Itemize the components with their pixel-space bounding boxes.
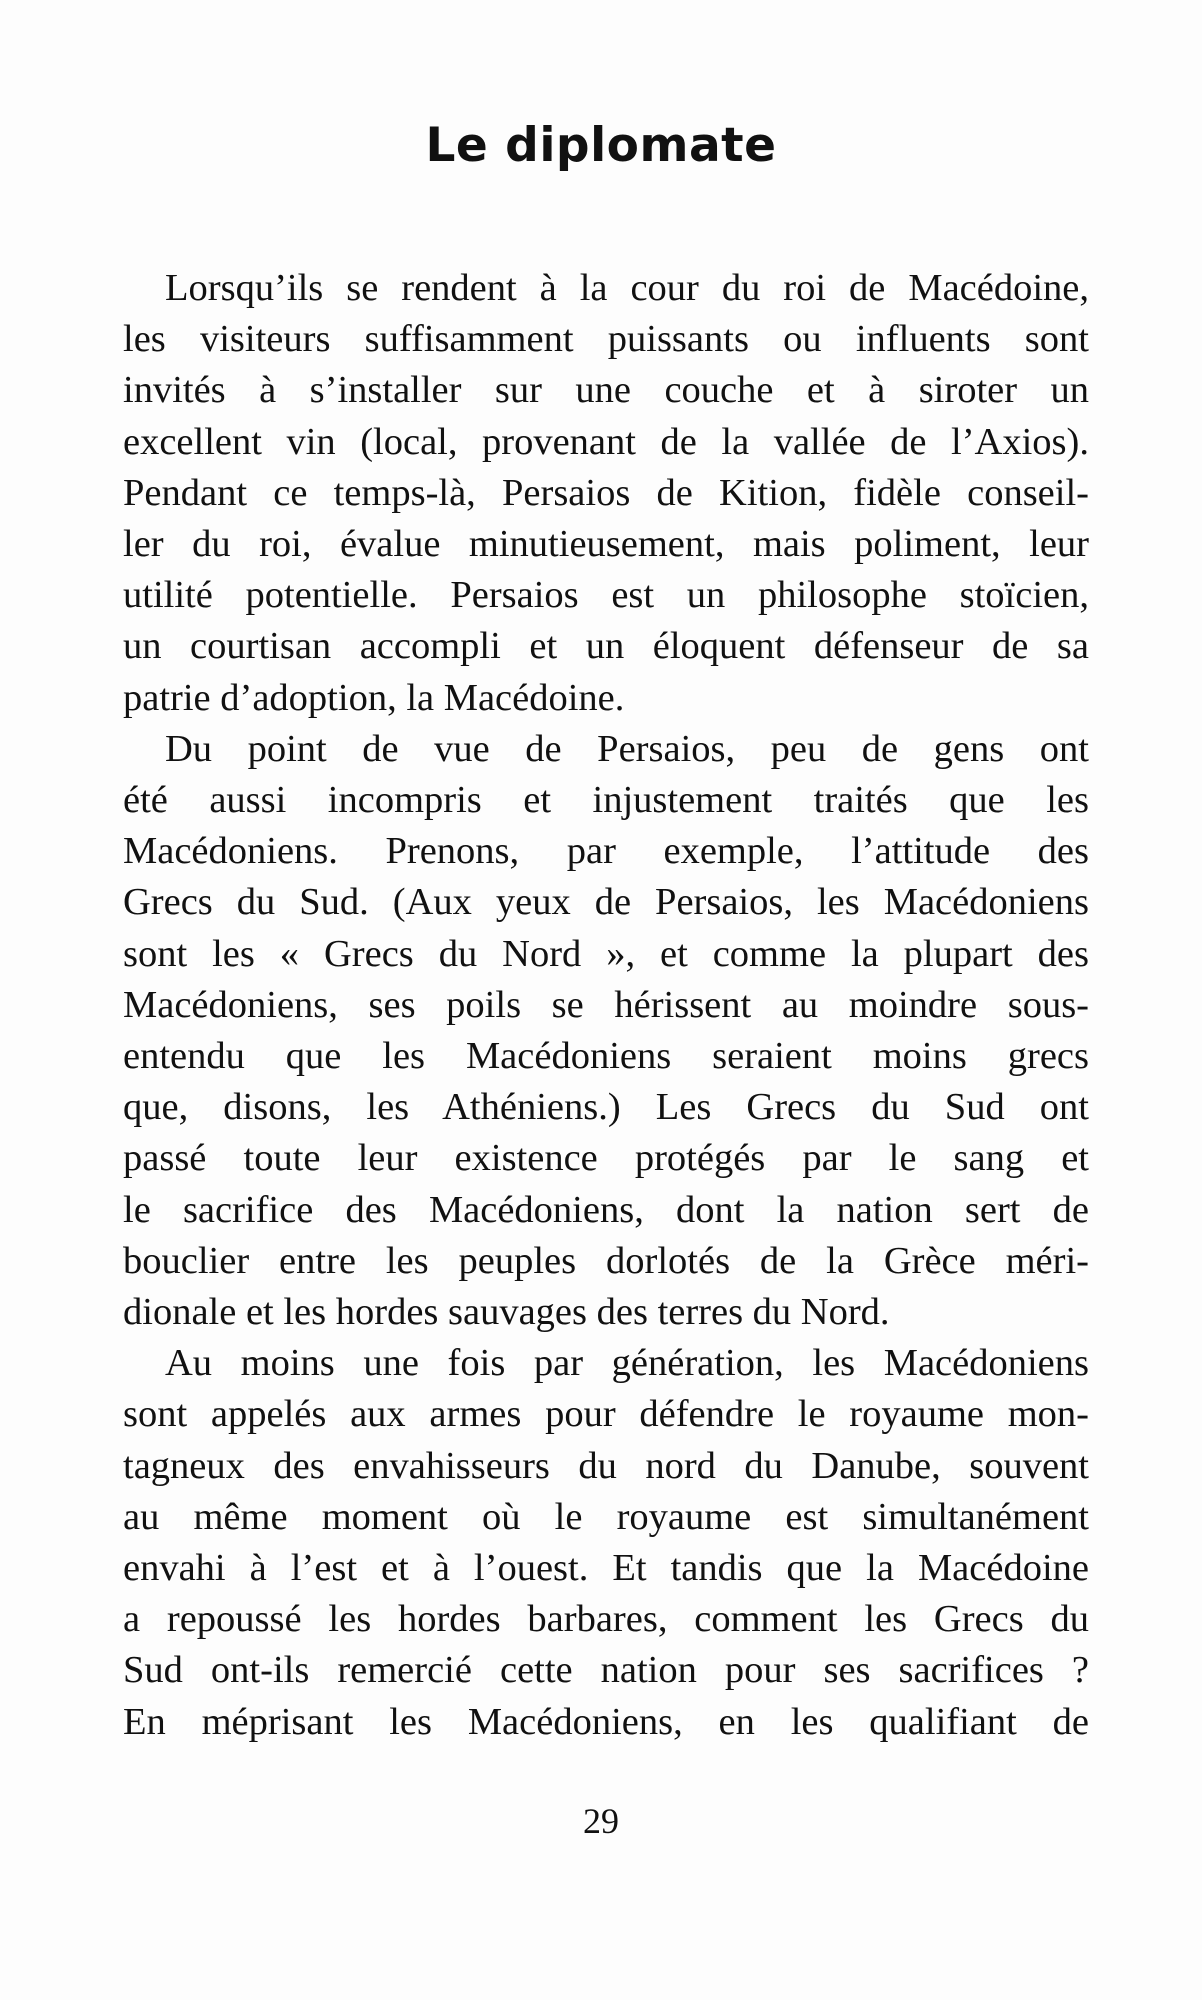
text-line: invités à s’installer sur une couche et à siroter un bbox=[123, 369, 1089, 412]
text-line: a repoussé les hordes barbares, comment les Grecs du bbox=[123, 1598, 1089, 1641]
chapter-title: Le diplomate bbox=[425, 118, 777, 173]
text-line: patrie d’adoption, la Macédoine. bbox=[123, 676, 625, 719]
text-line: sont les « Grecs du Nord », et comme la plupart des bbox=[123, 932, 1089, 975]
text-line: passé toute leur existence protégés par le sang et bbox=[123, 1137, 1089, 1180]
text-line: sont appelés aux armes pour défendre le royaume mon- bbox=[123, 1393, 1089, 1436]
text-line: les visiteurs suffisamment puissants ou influents sont bbox=[123, 318, 1089, 361]
text-line: excellent vin (local, provenant de la vallée de l’Axios). bbox=[123, 420, 1089, 463]
text-line: entendu que les Macédoniens seraient moins grecs bbox=[123, 1035, 1089, 1078]
text-line: En méprisant les Macédoniens, en les qualifiant de bbox=[123, 1700, 1089, 1743]
text-line: Grecs du Sud. (Aux yeux de Persaios, les Macédoniens bbox=[123, 881, 1089, 924]
text-line: Macédoniens, ses poils se hérissent au moindre sous- bbox=[123, 983, 1089, 1026]
text-line: Du point de vue de Persaios, peu de gens ont bbox=[165, 727, 1089, 770]
text-line: au même moment où le royaume est simultanément bbox=[123, 1495, 1089, 1538]
text-line: tagneux des envahisseurs du nord du Danube, souvent bbox=[123, 1444, 1089, 1487]
text-line: bouclier entre les peuples dorlotés de la Grèce méri- bbox=[123, 1239, 1089, 1282]
text-line: Sud ont-ils remercié cette nation pour ses sacrifices ? bbox=[123, 1649, 1089, 1692]
page-number: 29 bbox=[583, 1801, 619, 1841]
text-line: Macédoniens. Prenons, par exemple, l’attitude des bbox=[123, 830, 1089, 873]
text-line: que, disons, les Athéniens.) Les Grecs du Sud ont bbox=[123, 1086, 1089, 1129]
text-line: utilité potentielle. Persaios est un philosophe stoïcien, bbox=[123, 574, 1089, 617]
text-line: le sacrifice des Macédoniens, dont la nation sert de bbox=[123, 1188, 1089, 1231]
text-line: Pendant ce temps-là, Persaios de Kition, fidèle conseil- bbox=[123, 471, 1089, 514]
body-text bbox=[123, 263, 1089, 1748]
text-line: ler du roi, évalue minutieusement, mais poliment, leur bbox=[123, 523, 1089, 566]
text-line: été aussi incompris et injustement traités que les bbox=[123, 779, 1089, 822]
text-line: dionale et les hordes sauvages des terres du Nord. bbox=[123, 1291, 890, 1334]
text-line: envahi à l’est et à l’ouest. Et tandis que la Macédoine bbox=[123, 1547, 1089, 1590]
text-line: Lorsqu’ils se rendent à la cour du roi de Macédoine, bbox=[165, 267, 1089, 309]
text-line: un courtisan accompli et un éloquent défenseur de sa bbox=[123, 625, 1089, 668]
text-line: Au moins une fois par génération, les Macédoniens bbox=[165, 1342, 1089, 1385]
